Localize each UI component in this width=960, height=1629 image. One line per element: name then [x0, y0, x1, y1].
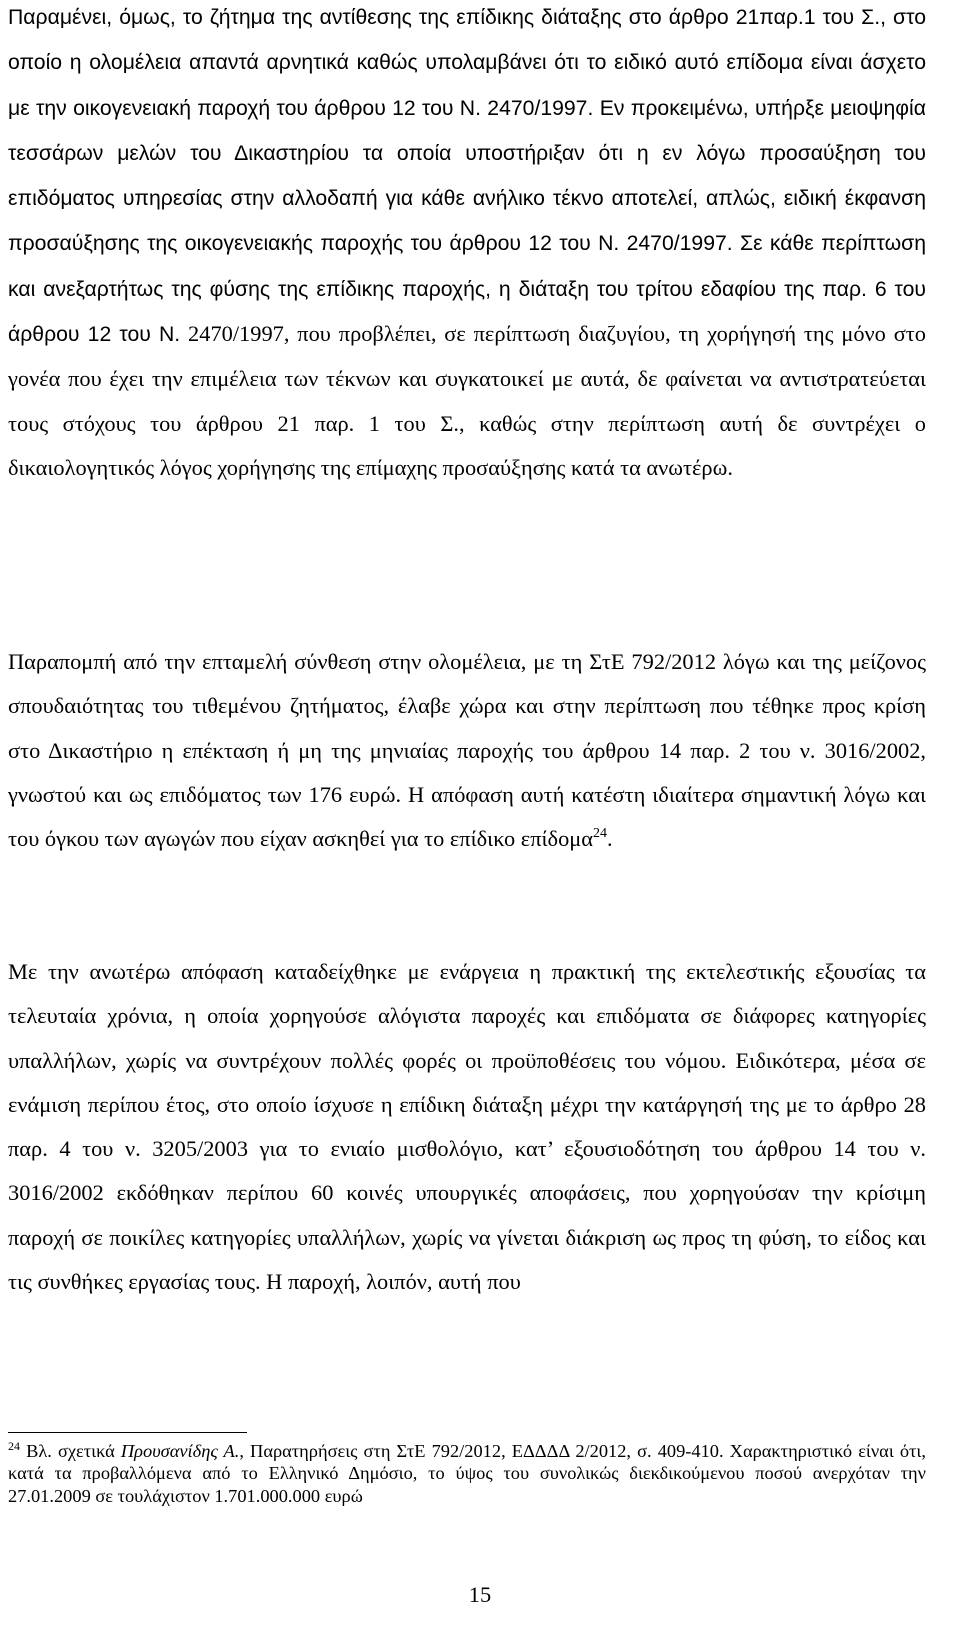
- footnote-reference[interactable]: 24: [593, 826, 607, 842]
- paragraph-3-text: Με την ανωτέρω απόφαση καταδείχθηκε με ενάργεια η πρακτική της εκτελεστικής εξουσίας τα τελευταία χρόνια, η οποία χορηγούσε αλόγιστα παροχές και επιδόματα σε διάφορες κατηγορίες υπαλλήλων, χωρίς να συντρέχουν πολλές φορές οι προϋποθέσεις του νόμου. Ειδικότερα, μέσα σε ενάμιση περίπου έτος, στο οποίο ίσχυσε η επίδικη διάταξη μέχρι την κατάργησή της με το άρθρο 28 παρ. 4 του ν. 3205/2003 για το ενιαίο μισθολόγιο, κατ’ εξουσιοδότηση του άρθρου 14 του ν. 3016/2002 εκδόθηκαν περίπου 60 κοινές υπουργικές αποφάσεις, που χορηγούσαν την κρίσιμη παροχή σε ποικίλες κατηγορίες υπαλλήλων, χωρίς να γίνεται διάκριση ως προς τη φύση, το είδος και τις συνθήκες εργασίας τους. Η παροχή, λοιπόν, αυτή που: [8, 959, 926, 1295]
- footnote-number: 24: [8, 1439, 20, 1453]
- page-number: 15: [468, 1582, 492, 1607]
- paragraph-2: [8, 640, 926, 861]
- paragraph-1-part-a: Παραμένει, όμως, το ζήτημα της αντίθεσης της επίδικης διάταξης στο άρθρο 21παρ.1 του Σ., στο οποίο η ολομέλεια απαντά αρνητικά καθώς υπολαμβάνει ότι το ειδικό αυτό επίδομα είναι άσχετο με την οικογενειακή παροχή του άρθρου 12 του Ν. 2470/1997.: [8, 6, 926, 120]
- footnote: [8, 1440, 926, 1507]
- paragraph-1-part-c: 2470/1997, που προβλέπει, σε περίπτωση διαζυγίου, τη χορήγησή της μόνο στο γονέα που έχει την επιμέλεια των τέκνων και συγκατοικεί με αυτά, δε φαίνεται να αντιστρατεύεται τους στόχους του άρθρου 21 παρ. 1 του Σ., καθώς στην περίπτωση αυτή δε συντρέχει ο δικαιολογητικός λόγος χορήγησης της επίμαχης προσαύξησης κατά τα ανωτέρω.: [8, 321, 926, 480]
- footnote-body: , Παρατηρήσεις στη ΣτΕ 792/2012, ΕΔΔΔΔ 2/2012, σ. 409-410. Χαρακτηριστικό είναι ότι, κατά τα προβαλλόμενα από το Ελληνικό Δημόσιο, το ύψος του συνολικώς διεκδικούμενου ποσού ανερχόταν την 27.01.2009 σε τουλάχιστον 1.701.000.000 ευρώ: [8, 1441, 926, 1506]
- paragraph-1-part-b: Εν προκειμένω, υπήρξε μειοψηφία τεσσάρων μελών του Δικαστηρίου τα οποία υποστήριξαν ότι η εν λόγω προσαύξηση του επιδόματος υπηρεσίας στην αλλοδαπή για κάθε ανήλικο τέκνο αποτελεί, απλώς, ειδική έκφανση προσαύξησης της οικογενειακής παροχής του άρθρου 12 του Ν. 2470/1997. Σε κάθε περίπτωση και ανεξαρτήτως της φύσης της επίδικης παροχής, η διάταξη του τρίτου εδαφίου της παρ. 6 του άρθρου 12 του Ν.: [8, 96, 926, 347]
- paragraph-3: [8, 950, 926, 1304]
- footnote-author: Προυσανίδης Α.: [120, 1441, 240, 1461]
- footnote-separator: [8, 1432, 247, 1433]
- paragraph-1: [8, 0, 926, 490]
- paragraph-2-text: Παραπομπή από την επταμελή σύνθεση στην ολομέλεια, με τη ΣτΕ 792/2012 λόγω και της μείζονος σπουδαιότητας του τιθεμένου ζητήματος, έλαβε χώρα και στην περίπτωση που τέθηκε προς κρίση στο Δικαστήριο η επέκταση ή μη της μηνιαίας παροχής του άρθρου 14 παρ. 2 του ν. 3016/2002, γνωστού και ως επιδόματος των 176 ευρώ. Η απόφαση αυτή κατέστη ιδιαίτερα σημαντική λόγω και του όγκου των αγωγών που είχαν ασκηθεί για το επίδικο επίδομα: [8, 649, 926, 852]
- paragraph-2-end: .: [607, 826, 613, 852]
- footnote-prefix: Βλ. σχετικά: [20, 1441, 121, 1461]
